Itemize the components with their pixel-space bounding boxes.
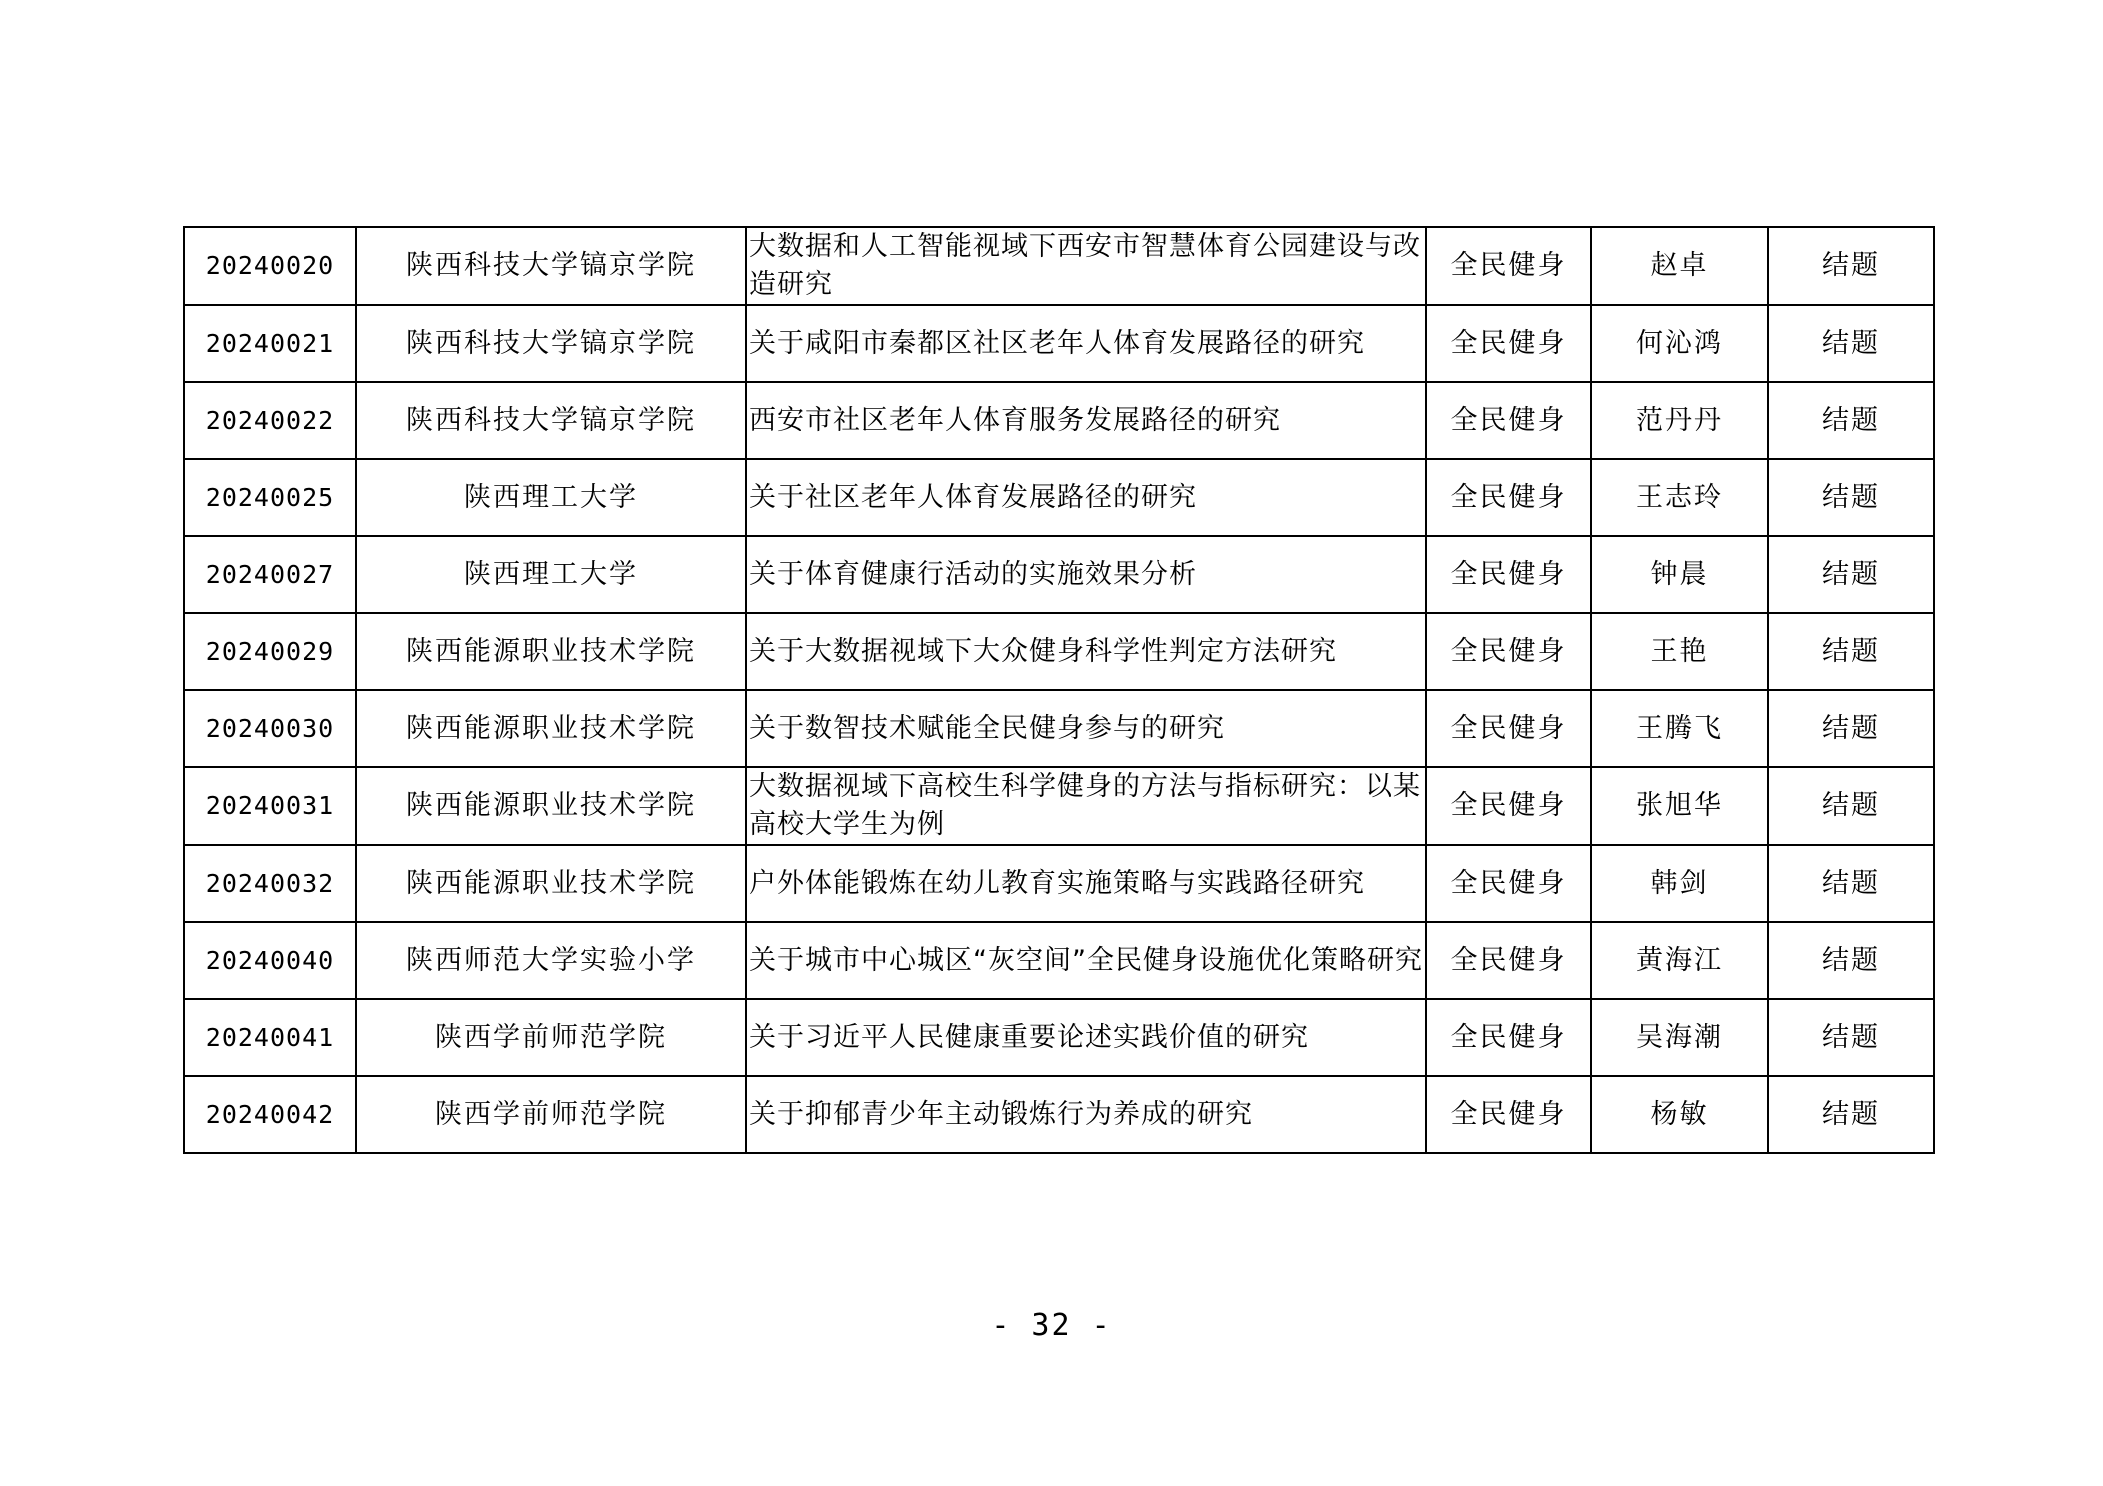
category-cell: 全民健身 xyxy=(1426,767,1591,845)
leader-cell: 钟晨 xyxy=(1591,536,1768,613)
project-title-cell: 关于数智技术赋能全民健身参与的研究 xyxy=(746,690,1426,767)
category-cell: 全民健身 xyxy=(1426,999,1591,1076)
category-cell: 全民健身 xyxy=(1426,382,1591,459)
table-row xyxy=(184,922,1934,999)
table-row xyxy=(184,613,1934,690)
project-title-cell: 关于习近平人民健康重要论述实践价值的研究 xyxy=(746,999,1426,1076)
leader-cell: 吴海潮 xyxy=(1591,999,1768,1076)
leader-cell: 张旭华 xyxy=(1591,767,1768,845)
status-cell: 结题 xyxy=(1768,922,1934,999)
status-cell: 结题 xyxy=(1768,382,1934,459)
table-row xyxy=(184,845,1934,922)
leader-cell: 范丹丹 xyxy=(1591,382,1768,459)
unit-cell: 陕西科技大学镐京学院 xyxy=(356,227,746,305)
project-code-cell: 20240020 xyxy=(184,227,356,305)
category-cell: 全民健身 xyxy=(1426,305,1591,382)
project-code-cell: 20240032 xyxy=(184,845,356,922)
project-code-cell: 20240041 xyxy=(184,999,356,1076)
unit-cell: 陕西能源职业技术学院 xyxy=(356,767,746,845)
table-body xyxy=(184,227,1934,1153)
table-row xyxy=(184,536,1934,613)
unit-cell: 陕西能源职业技术学院 xyxy=(356,690,746,767)
page-number: - 32 - xyxy=(991,1308,1112,1343)
status-cell: 结题 xyxy=(1768,1076,1934,1153)
table-row xyxy=(184,1076,1934,1153)
project-code-cell: 20240031 xyxy=(184,767,356,845)
category-cell: 全民健身 xyxy=(1426,613,1591,690)
table-row xyxy=(184,305,1934,382)
category-cell: 全民健身 xyxy=(1426,922,1591,999)
leader-cell: 韩剑 xyxy=(1591,845,1768,922)
status-cell: 结题 xyxy=(1768,613,1934,690)
project-title-cell: 关于咸阳市秦都区社区老年人体育发展路径的研究 xyxy=(746,305,1426,382)
status-cell: 结题 xyxy=(1768,536,1934,613)
table-row xyxy=(184,690,1934,767)
project-title-cell: 关于社区老年人体育发展路径的研究 xyxy=(746,459,1426,536)
leader-cell: 何沁鸿 xyxy=(1591,305,1768,382)
project-title-cell: 关于大数据视域下大众健身科学性判定方法研究 xyxy=(746,613,1426,690)
status-cell: 结题 xyxy=(1768,305,1934,382)
table-row xyxy=(184,459,1934,536)
project-title-cell: 户外体能锻炼在幼儿教育实施策略与实践路径研究 xyxy=(746,845,1426,922)
category-cell: 全民健身 xyxy=(1426,845,1591,922)
table-row xyxy=(184,767,1934,845)
table-row xyxy=(184,227,1934,305)
status-cell: 结题 xyxy=(1768,227,1934,305)
unit-cell: 陕西理工大学 xyxy=(356,536,746,613)
status-cell: 结题 xyxy=(1768,845,1934,922)
table-row xyxy=(184,382,1934,459)
unit-cell: 陕西学前师范学院 xyxy=(356,999,746,1076)
project-title-cell: 关于抑郁青少年主动锻炼行为养成的研究 xyxy=(746,1076,1426,1153)
table-row xyxy=(184,999,1934,1076)
status-cell: 结题 xyxy=(1768,999,1934,1076)
status-cell: 结题 xyxy=(1768,690,1934,767)
leader-cell: 赵卓 xyxy=(1591,227,1768,305)
project-code-cell: 20240029 xyxy=(184,613,356,690)
project-table xyxy=(183,226,1935,1154)
project-title-cell: 关于城市中心城区“灰空间”全民健身设施优化策略研究 xyxy=(746,922,1426,999)
unit-cell: 陕西理工大学 xyxy=(356,459,746,536)
leader-cell: 王艳 xyxy=(1591,613,1768,690)
status-cell: 结题 xyxy=(1768,767,1934,845)
project-code-cell: 20240040 xyxy=(184,922,356,999)
unit-cell: 陕西科技大学镐京学院 xyxy=(356,305,746,382)
unit-cell: 陕西能源职业技术学院 xyxy=(356,613,746,690)
project-title-cell: 大数据和人工智能视域下西安市智慧体育公园建设与改造研究 xyxy=(746,227,1426,305)
leader-cell: 王腾飞 xyxy=(1591,690,1768,767)
project-title-cell: 大数据视域下高校生科学健身的方法与指标研究：以某高校大学生为例 xyxy=(746,767,1426,845)
unit-cell: 陕西学前师范学院 xyxy=(356,1076,746,1153)
project-code-cell: 20240027 xyxy=(184,536,356,613)
project-code-cell: 20240022 xyxy=(184,382,356,459)
unit-cell: 陕西师范大学实验小学 xyxy=(356,922,746,999)
category-cell: 全民健身 xyxy=(1426,690,1591,767)
project-code-cell: 20240042 xyxy=(184,1076,356,1153)
project-code-cell: 20240030 xyxy=(184,690,356,767)
leader-cell: 杨敏 xyxy=(1591,1076,1768,1153)
project-code-cell: 20240025 xyxy=(184,459,356,536)
project-code-cell: 20240021 xyxy=(184,305,356,382)
status-cell: 结题 xyxy=(1768,459,1934,536)
category-cell: 全民健身 xyxy=(1426,459,1591,536)
project-title-cell: 西安市社区老年人体育服务发展路径的研究 xyxy=(746,382,1426,459)
category-cell: 全民健身 xyxy=(1426,1076,1591,1153)
unit-cell: 陕西科技大学镐京学院 xyxy=(356,382,746,459)
project-title-cell: 关于体育健康行活动的实施效果分析 xyxy=(746,536,1426,613)
leader-cell: 王志玲 xyxy=(1591,459,1768,536)
category-cell: 全民健身 xyxy=(1426,227,1591,305)
category-cell: 全民健身 xyxy=(1426,536,1591,613)
unit-cell: 陕西能源职业技术学院 xyxy=(356,845,746,922)
leader-cell: 黄海江 xyxy=(1591,922,1768,999)
